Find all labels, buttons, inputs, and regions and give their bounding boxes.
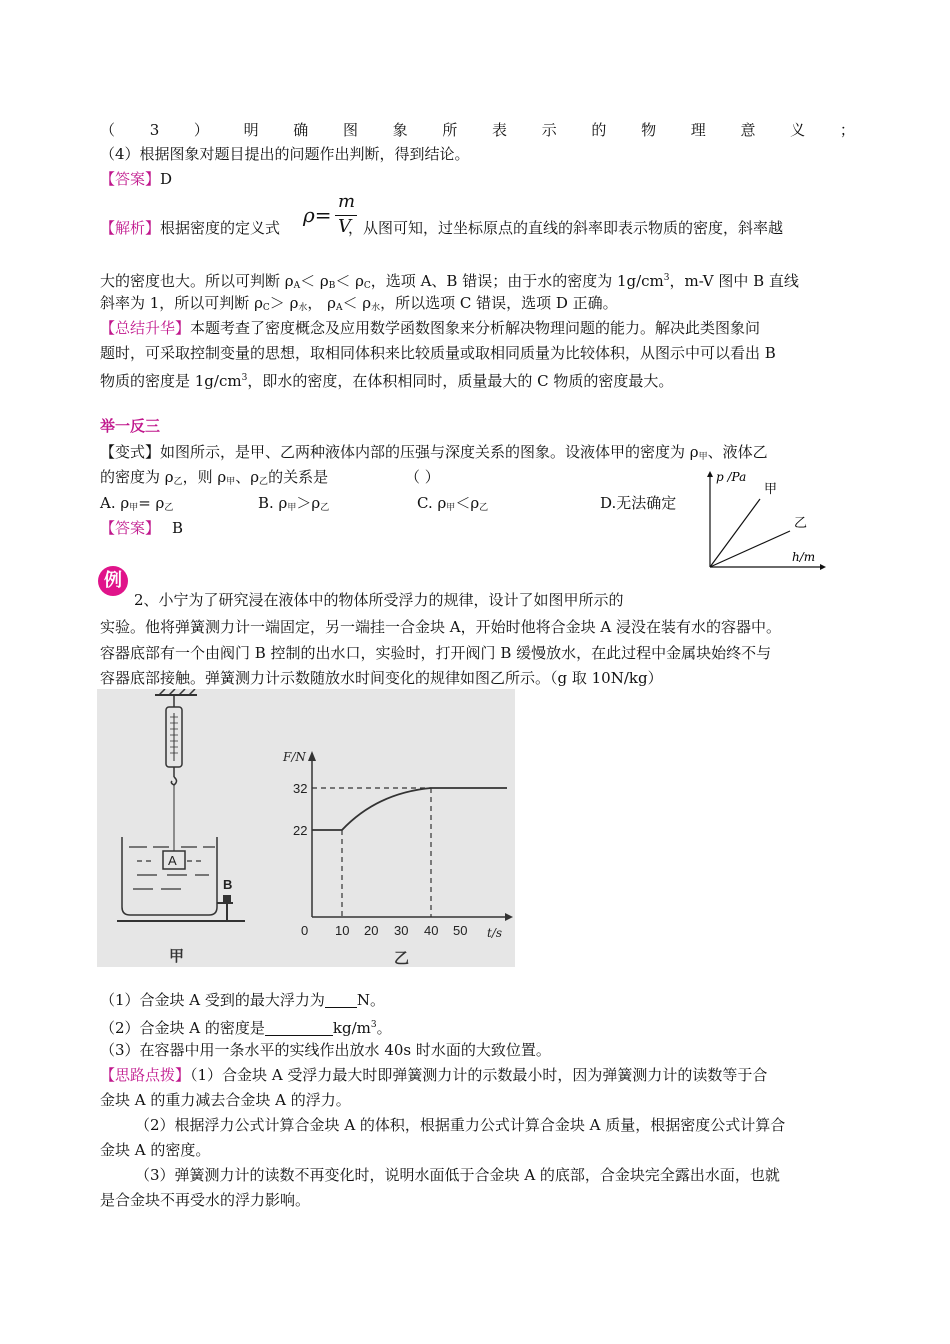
answer-label: 【答案】 xyxy=(100,170,161,188)
text: ，则 ρ xyxy=(182,468,227,486)
ft-xtick-40: 40 xyxy=(424,923,439,938)
answer-line xyxy=(100,169,855,189)
subscript: A xyxy=(293,281,301,291)
graph-xlabel: h/m xyxy=(792,550,816,564)
analysis-label: 【解析】 xyxy=(100,219,161,237)
superscript: 3 xyxy=(241,373,248,383)
analysis-text: 根据密度的定义式 xyxy=(160,219,281,237)
char: ） xyxy=(193,121,209,139)
text: ，m-V 图中 B 直线 xyxy=(669,272,799,290)
y-axis-arrow xyxy=(707,471,713,477)
valve-b-label: B xyxy=(223,877,233,892)
text: C. ρ xyxy=(417,494,447,512)
question-2 xyxy=(100,1015,855,1038)
answer-blank[interactable] xyxy=(265,1020,333,1036)
char: 确 xyxy=(293,121,309,139)
question-1 xyxy=(100,990,855,1010)
answer-paren: （ ） xyxy=(405,468,440,486)
step-4-line: （4）根据图象对题目提出的问题作出判断，得到结论。 xyxy=(100,145,470,163)
text: （1）合金块 A 受浮力最大时即弹簧测力计的示数最小时，因为弹簧测力计的读数等于合 xyxy=(190,1066,768,1084)
option-d: D.无法确定 xyxy=(600,494,677,512)
text: 斜率为 1，所以可判断 ρ xyxy=(100,294,263,312)
text: ， ρ xyxy=(307,294,336,312)
text: （1）合金块 A 受到的最大浮力为 xyxy=(100,991,325,1009)
option-b xyxy=(258,493,329,518)
figure-label-yi: 乙 xyxy=(394,949,410,967)
char: 象 xyxy=(392,121,408,139)
subscript: C xyxy=(363,281,371,291)
step-3-line xyxy=(100,120,855,140)
summary-label: 【总结升华】 xyxy=(100,319,191,337)
subscript: 乙 xyxy=(479,503,489,513)
char: 表 xyxy=(492,121,508,139)
ft-xlabel: t/s xyxy=(487,926,503,940)
hint-line-3: （2）根据浮力公式计算合金块 A 的体积，根据重力公式计算合金块 A 质量，根据密度公式计算合 xyxy=(135,1116,786,1134)
force-curve xyxy=(312,788,507,830)
text: 本题考查了密度概念及应用数学函数图象来分析解决物理问题的能力。解决此类图象问 xyxy=(190,319,761,337)
ft-xtick-30: 30 xyxy=(394,923,409,938)
question-3: （3）在容器中用一条水平的实线作出放水 40s 时水面的大致位置。 xyxy=(100,1041,551,1059)
answer-blank[interactable] xyxy=(325,992,357,1008)
density-formula-lhs: ρ= xyxy=(303,203,332,227)
subscript: C xyxy=(262,303,270,313)
ft-ytick-22: 22 xyxy=(293,823,308,838)
superscript: 3 xyxy=(370,1020,377,1030)
example-line-4: 容器底部接触。弹簧测力计示数随放水时间变化的规律如图乙所示。（g 取 10N/kg） xyxy=(100,669,663,687)
summary-line-3 xyxy=(100,368,855,391)
ft-xtick-50: 50 xyxy=(453,923,468,938)
char: （ xyxy=(100,121,116,139)
text: kg/m xyxy=(332,1019,371,1037)
text: ＞ρ xyxy=(296,494,321,512)
text: ＜ρ xyxy=(455,494,480,512)
experiment-figure xyxy=(97,689,515,967)
block-a-label: A xyxy=(168,853,177,868)
subscript: 甲 xyxy=(287,503,297,513)
x-axis-arrow xyxy=(820,564,826,570)
hint-line-5: （3）弹簧测力计的读数不再变化时，说明水面低于合金块 A 的底部，合金块完全露出水面，也就 xyxy=(135,1166,780,1184)
text: 大的密度也大。所以可判断 ρ xyxy=(100,272,294,290)
hint-line-2: 金块 A 的重力减去合金块 A 的浮力。 xyxy=(100,1091,351,1109)
char: 物 xyxy=(641,121,657,139)
text: N。 xyxy=(356,991,386,1009)
text: 、ρ xyxy=(235,468,260,486)
summary-line-2: 题时，可采取控制变量的思想，取相同体积来比较质量或取相同质量为比较体积，从图示中可以看出 B xyxy=(100,344,776,362)
example-line-2: 实验。他将弹簧测力计一端固定，另一端挂一合金块 A，开始时他将合金块 A 浸没在装有水的容器中。 xyxy=(100,618,781,636)
text: A. ρ xyxy=(100,494,130,512)
subscript: 乙 xyxy=(164,503,174,513)
text: ＞ ρ xyxy=(269,294,299,312)
ft-y-arrow xyxy=(308,751,316,761)
ft-xtick-20: 20 xyxy=(364,923,379,938)
subscript: 甲 xyxy=(446,503,456,513)
container xyxy=(122,837,217,915)
subscript: 乙 xyxy=(320,503,330,513)
text: 、液体乙 xyxy=(707,443,768,461)
analysis-line-1 xyxy=(100,218,855,238)
practice-label: 【变式】 xyxy=(100,443,161,461)
subscript: 乙 xyxy=(173,477,183,487)
figure-label-jia: 甲 xyxy=(169,947,185,965)
char: 理 xyxy=(690,121,706,139)
text: 。 xyxy=(376,1019,392,1037)
hint-label: 【思路点拨】 xyxy=(100,1066,191,1084)
text: ，所以选项 C 错误，选项 D 正确。 xyxy=(380,294,618,312)
example-badge: 例 xyxy=(98,566,128,596)
analysis-line-2 xyxy=(100,268,855,296)
text: B. ρ xyxy=(258,494,288,512)
text: ＜ ρ xyxy=(335,272,364,290)
text: （2）合金块 A 的密度是 xyxy=(100,1019,265,1037)
text: 的关系是 xyxy=(268,468,329,486)
experiment-figure-drawing xyxy=(97,689,515,967)
answer-value: B xyxy=(172,519,184,537)
subscript: 乙 xyxy=(259,477,269,487)
valve-b xyxy=(223,895,231,903)
practice-answer-line xyxy=(100,518,183,538)
char: 明 xyxy=(243,121,259,139)
ft-x-arrow xyxy=(505,913,513,921)
hook xyxy=(171,777,176,785)
answer-label: 【答案】 xyxy=(100,519,161,537)
pressure-depth-graph xyxy=(700,465,830,577)
analysis-text: ，从图可知，过坐标原点的直线的斜率即表示物质的密度，斜率越 xyxy=(348,219,784,237)
subscript: 甲 xyxy=(129,503,139,513)
example-line-1: 2、小宁为了研究浸在液体中的物体所受浮力的规律，设计了如图甲所示的 xyxy=(134,591,624,609)
char: ； xyxy=(839,121,855,139)
subscript: 甲 xyxy=(226,477,236,487)
char: 义 xyxy=(790,121,806,139)
text: ，即水的密度，在体积相同时，质量最大的 C 物质的密度最大。 xyxy=(247,372,674,390)
text: 如图所示，是甲、乙两种液体内部的压强与深度关系的图象。设液体甲的密度为 ρ xyxy=(160,443,699,461)
line-yi xyxy=(710,531,790,567)
char: 的 xyxy=(591,121,607,139)
practice-heading: 举一反三 xyxy=(100,417,161,435)
option-c xyxy=(417,493,488,518)
summary-line-1 xyxy=(100,318,855,338)
example-line-3: 容器底部有一个由阀门 B 控制的出水口，实验时，打开阀门 B 缓慢放水，在此过程中金属块始终不与 xyxy=(100,644,772,662)
graph-label-yi: 乙 xyxy=(794,516,808,531)
hint-line-1 xyxy=(100,1065,855,1085)
ft-xtick-10: 10 xyxy=(335,923,350,938)
option-a xyxy=(100,493,173,518)
text: ＜ ρ xyxy=(342,294,372,312)
graph-ylabel: p /Pa xyxy=(716,470,747,484)
char: 示 xyxy=(541,121,557,139)
answer-value: D xyxy=(160,170,173,188)
subscript: 甲 xyxy=(698,452,708,462)
subscript: 水 xyxy=(371,303,381,313)
density-formula-denominator: V xyxy=(338,216,351,237)
char: 所 xyxy=(442,121,458,139)
text: = ρ xyxy=(138,494,165,512)
graph-label-jia: 甲 xyxy=(764,482,778,497)
text: ，选项 A、B 错误；由于水的密度为 1g/cm xyxy=(370,272,664,290)
char: 意 xyxy=(740,121,756,139)
text: 的密度为 ρ xyxy=(100,468,174,486)
line-jia xyxy=(710,499,760,567)
hint-line-4: 金块 A 的密度。 xyxy=(100,1141,211,1159)
density-formula-numerator: m xyxy=(338,191,356,212)
practice-line-1 xyxy=(100,442,855,467)
char: 图 xyxy=(342,121,358,139)
char: 3 xyxy=(149,121,160,139)
subscript: 水 xyxy=(298,303,308,313)
subscript: B xyxy=(328,281,336,291)
ft-ytick-32: 32 xyxy=(293,781,308,796)
ft-xtick-0: 0 xyxy=(301,923,309,938)
superscript: 3 xyxy=(663,273,670,283)
ft-ylabel: F/N xyxy=(283,750,306,764)
text: 物质的密度是 1g/cm xyxy=(100,372,242,390)
text: ＜ ρ xyxy=(300,272,329,290)
hint-line-6: 是合金块不再受水的浮力影响。 xyxy=(100,1191,311,1209)
subscript: A xyxy=(336,303,343,313)
analysis-line-3 xyxy=(100,293,855,318)
